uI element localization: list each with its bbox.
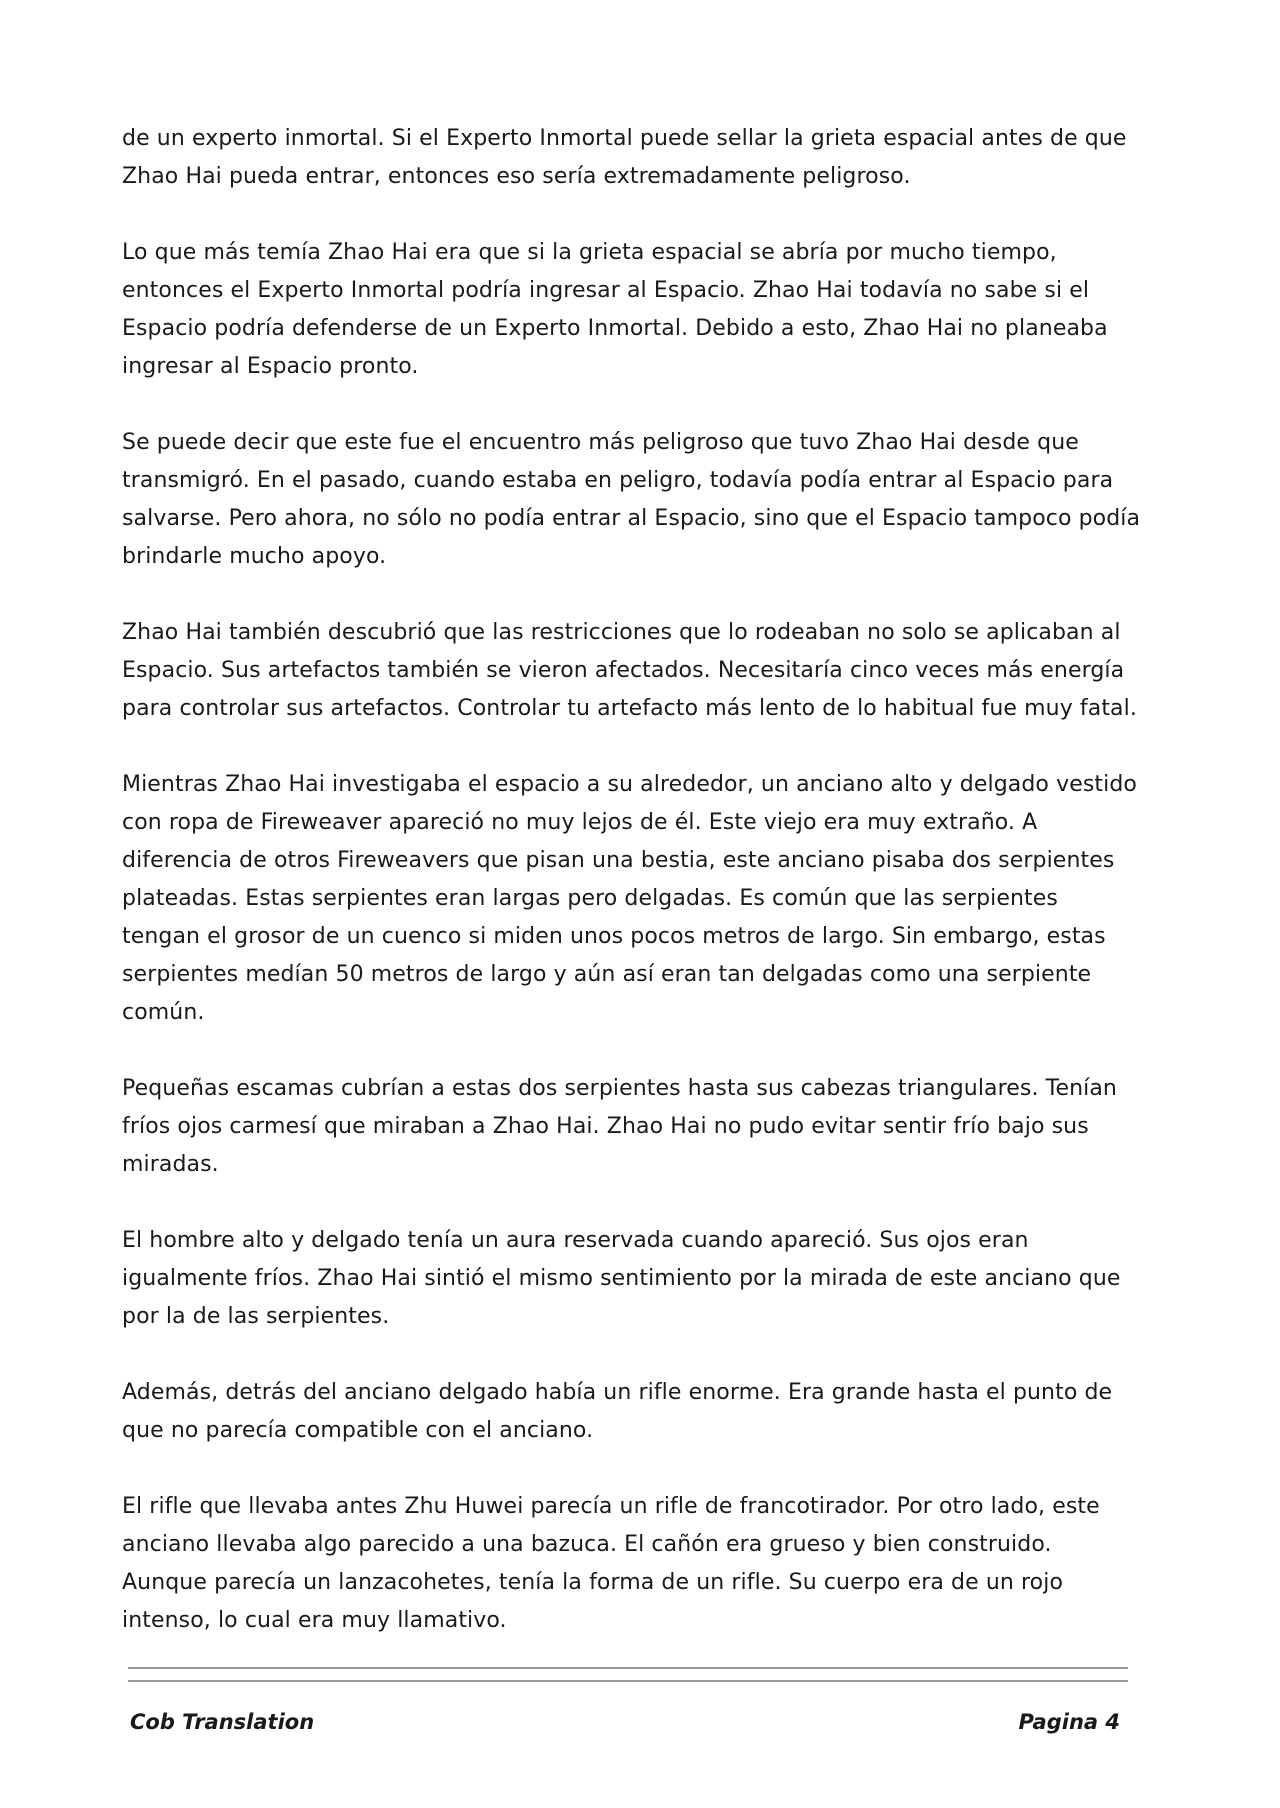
paragraph: Se puede decir que este fue el encuentro más peligroso que tuvo Zhao Hai desde que transmigró. En el pasado, cuando estaba en peligro, todavía podía entrar al Espacio para salvarse. Pero ahora, no sólo no podía entrar al Espacio, sino que el Espacio tampoco podía brindarle mucho apoyo. bbox=[122, 430, 1141, 569]
paragraph: El hombre alto y delgado tenía un aura reservada cuando apareció. Sus ojos eran igualmente fríos. Zhao Hai sintió el mismo sentimiento por la mirada de este anciano que por la de las serpientes. bbox=[122, 1228, 1121, 1329]
paragraph: El rifle que llevaba antes Zhu Huwei parecía un rifle de francotirador. Por otro lado, este anciano llevaba algo parecido a una bazuca. El cañón era grueso y bien construido. Aunque parecía un lanzacohetes, tenía la forma de un rifle. Su cuerpo era de un rojo intenso, lo cual era muy llamativo. bbox=[122, 1494, 1100, 1633]
page-body bbox=[122, 120, 1142, 1678]
footer-translator-credit: Cob Translation bbox=[130, 1710, 315, 1734]
paragraph: de un experto inmortal. Si el Experto Inmortal puede sellar la grieta espacial antes de que Zhao Hai pueda entrar, entonces eso sería extremadamente peligroso. bbox=[122, 126, 1127, 189]
paragraph: Mientras Zhao Hai investigaba el espacio a su alrededor, un anciano alto y delgado vestido con ropa de Fireweaver apareció no muy lejos de él. Este viejo era muy extraño. A diferencia de otros Fireweavers que pisan una bestia, este anciano pisaba dos serpientes plateadas. Estas serpientes eran largas pero delgadas. Es común que las serpientes tengan el grosor de un cuenco si miden unos pocos metros de largo. Sin embargo, estas serpientes medían 50 metros de largo y aún así eran tan delgadas como una serpiente común. bbox=[122, 772, 1137, 1025]
paragraph: Además, detrás del anciano delgado había un rifle enorme. Era grande hasta el punto de que no parecía compatible con el anciano. bbox=[122, 1380, 1113, 1443]
paragraph: Pequeñas escamas cubrían a estas dos serpientes hasta sus cabezas triangulares. Tenían fríos ojos carmesí que miraban a Zhao Hai. Zhao Hai no pudo evitar sentir frío bajo sus miradas. bbox=[122, 1076, 1117, 1177]
footer-divider-top bbox=[128, 1667, 1128, 1669]
paragraph: Lo que más temía Zhao Hai era que si la grieta espacial se abría por mucho tiempo, entonces el Experto Inmortal podría ingresar al Espacio. Zhao Hai todavía no sabe si el Espacio podría defenderse de un Experto Inmortal. Debido a esto, Zhao Hai no planeaba ingresar al Espacio pronto. bbox=[122, 240, 1108, 379]
footer-page-number: Pagina 4 bbox=[1018, 1710, 1120, 1734]
footer-divider-bottom bbox=[128, 1680, 1128, 1682]
paragraph: Zhao Hai también descubrió que las restricciones que lo rodeaban no solo se aplicaban al Espacio. Sus artefactos también se vieron afectados. Necesitaría cinco veces más energía para controlar sus artefactos. Controlar tu artefacto más lento de lo habitual fue muy fatal. bbox=[122, 620, 1137, 721]
